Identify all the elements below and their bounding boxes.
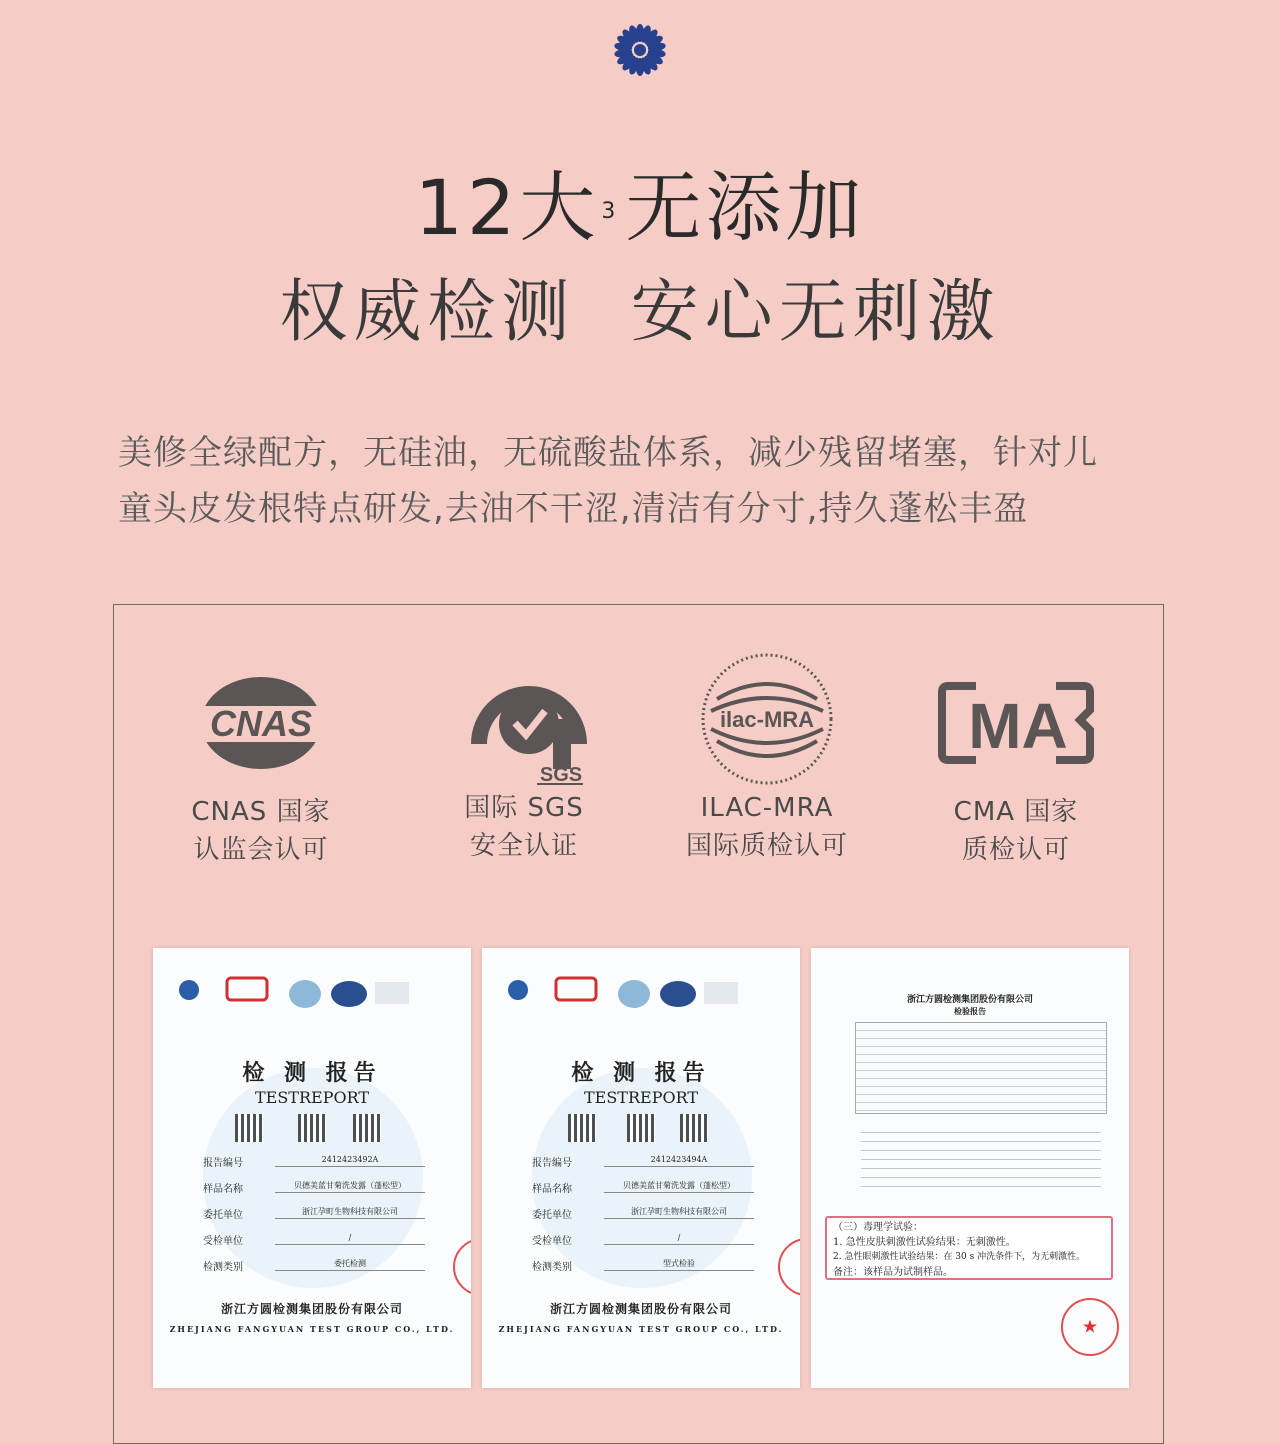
official-stamp-icon bbox=[453, 1238, 471, 1296]
cert-label-line: ILAC-MRA bbox=[700, 793, 834, 823]
toxicology-result-highlight bbox=[825, 1216, 1113, 1280]
inspection-report-document bbox=[811, 948, 1129, 1388]
report-org-en: ZHEJIANG FANGYUAN TEST GROUP CO., LTD. bbox=[169, 1324, 455, 1334]
qr-code-icon bbox=[680, 1114, 708, 1142]
field-key: 报告编号 bbox=[532, 1158, 572, 1169]
title-number: 12大 bbox=[414, 163, 600, 252]
cert-label-line: 国际 SGS bbox=[464, 793, 584, 823]
field-key: 受检单位 bbox=[203, 1236, 243, 1247]
field-value: 浙江孕町生物科技有限公司 bbox=[604, 1206, 754, 1219]
page-subtitle: 权威检测 安心无刺激 bbox=[279, 273, 1001, 352]
accreditation-logos-icon bbox=[504, 974, 744, 1014]
qr-code-icon bbox=[627, 1114, 655, 1142]
report-title-cn: 检 测 报告 bbox=[242, 1060, 382, 1086]
accreditation-logos-icon bbox=[175, 974, 415, 1014]
report-title-cn: 检验报告 bbox=[954, 1006, 986, 1016]
cert-label-line: CNAS 国家 bbox=[191, 797, 331, 827]
field-value: 2412423494A bbox=[604, 1154, 754, 1167]
official-stamp-icon bbox=[778, 1238, 800, 1296]
field-value: 贝德美蓝甘菊洗发露（蓬松型） bbox=[604, 1180, 754, 1193]
report-org-en: ZHEJIANG FANGYUAN TEST GROUP CO., LTD. bbox=[498, 1324, 784, 1334]
cma-logo-icon bbox=[936, 678, 1096, 768]
field-key: 报告编号 bbox=[203, 1158, 243, 1169]
test-report-document bbox=[153, 948, 471, 1388]
sgs-logo-text: SGS bbox=[539, 764, 583, 786]
cert-label-line: 国际质检认可 bbox=[685, 831, 848, 861]
field-key: 样品名称 bbox=[532, 1184, 572, 1195]
page-title bbox=[0, 160, 1280, 256]
cert-cnas bbox=[141, 653, 381, 869]
test-report-document bbox=[482, 948, 800, 1388]
sgs-iso9001-logo-icon bbox=[449, 649, 599, 789]
qr-code-icon bbox=[568, 1114, 596, 1142]
description-line: 童头皮发根特点研发,去油不干涩,清洁有分寸,持久蓬松丰盈 bbox=[118, 489, 1029, 529]
field-key: 受检单位 bbox=[532, 1236, 572, 1247]
qr-code-icon bbox=[353, 1114, 381, 1142]
field-key: 委托单位 bbox=[532, 1210, 572, 1221]
cnas-logo-icon bbox=[191, 668, 331, 778]
field-value: 贝德美蓝甘菊洗发露（蓬松型） bbox=[275, 1180, 425, 1193]
field-value: / bbox=[275, 1232, 425, 1245]
report-body-text bbox=[861, 1124, 1101, 1194]
qr-code-icon bbox=[235, 1114, 263, 1142]
field-value: 委托检测 bbox=[275, 1258, 425, 1271]
field-key: 检测类别 bbox=[532, 1262, 572, 1273]
report-org-cn: 浙江方圆检测集团股份有限公司 bbox=[906, 995, 1033, 1005]
field-key: 检测类别 bbox=[203, 1262, 243, 1273]
daisy-flower-icon bbox=[612, 22, 668, 78]
report-org-cn: 浙江方圆检测集团股份有限公司 bbox=[549, 1302, 732, 1316]
cnas-logo-text: CNAS bbox=[209, 703, 313, 744]
cert-cma bbox=[896, 653, 1136, 869]
qr-code-icon bbox=[298, 1114, 326, 1142]
report-title-en: TESTREPORT bbox=[254, 1088, 370, 1107]
official-stamp-icon bbox=[1061, 1298, 1119, 1356]
cert-sgs bbox=[404, 649, 644, 865]
title-text: 无添加 bbox=[625, 163, 866, 252]
field-value: / bbox=[604, 1232, 754, 1245]
field-value: 型式检验 bbox=[604, 1258, 754, 1271]
highlight-line: 2. 急性眼刺激性试验结果：在 30 s 冲洗条件下，为无刺激性。 bbox=[833, 1252, 1086, 1262]
highlight-line: 1. 急性皮肤刺激性试验结果：无刺激性。 bbox=[833, 1237, 1016, 1248]
description-line: 美修全绿配方，无硅油，无硫酸盐体系，减少残留堵塞，针对儿 bbox=[118, 433, 1098, 473]
title-footnote: 3 bbox=[601, 199, 620, 224]
report-table bbox=[855, 1022, 1107, 1114]
report-title-cn: 检 测 报告 bbox=[571, 1060, 711, 1086]
field-value: 浙江孕町生物科技有限公司 bbox=[275, 1206, 425, 1219]
field-key: 样品名称 bbox=[203, 1184, 243, 1195]
cert-label-line: 安全认证 bbox=[469, 831, 578, 861]
report-org-cn: 浙江方圆检测集团股份有限公司 bbox=[220, 1302, 403, 1316]
cert-ilac-mra bbox=[647, 649, 887, 865]
cert-label-line: 认监会认可 bbox=[193, 835, 329, 865]
highlight-line: （三）毒理学试验： bbox=[833, 1222, 923, 1233]
highlight-line: 备注：该样品为试制样品。 bbox=[833, 1267, 953, 1278]
cert-label-line: 质检认可 bbox=[961, 835, 1070, 865]
ilac-mra-logo-icon bbox=[697, 649, 837, 789]
field-value: 2412423492A bbox=[275, 1154, 425, 1167]
ilac-logo-text: ilac-MRA bbox=[719, 707, 815, 732]
report-title-en: TESTREPORT bbox=[583, 1088, 699, 1107]
cert-label-line: CMA 国家 bbox=[953, 797, 1079, 827]
cma-logo-text: MA bbox=[968, 690, 1068, 762]
description bbox=[118, 425, 1168, 537]
field-key: 委托单位 bbox=[203, 1210, 243, 1221]
